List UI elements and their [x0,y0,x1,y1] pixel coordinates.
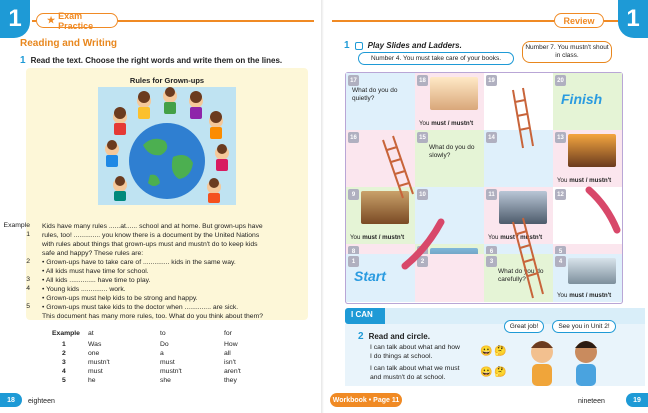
happy-face-icon: 😀 [480,346,493,357]
line-label: 3 [26,276,30,283]
instruction-number: 1 [344,40,350,51]
ican-line: I can talk about what we must [370,365,460,372]
review-header: Review [554,13,604,28]
table-cell: 3 [62,359,66,366]
line-label: Example [3,222,30,229]
unit-tab-right: 1 [618,0,648,38]
table-cell: aren't [224,368,241,375]
finish-label: Finish [561,91,603,107]
ican-title: I CAN [351,310,373,319]
cell-number: 17 [348,75,359,86]
line-label: 4 [26,285,30,292]
text-line: • Young kids .............. work. [42,286,126,293]
instruction [20,55,282,66]
cell-number: 15 [417,132,428,143]
table-cell: mustn't [160,368,182,375]
cell-number: 8 [348,246,359,257]
table-cell: Was [88,341,102,348]
ladder-icon [513,88,533,148]
must-mustnt: must / mustn't [431,120,474,127]
line-label: 1 [26,231,30,238]
text-line: • All kids must have time for school. [42,268,149,275]
you-word: You [488,234,499,241]
header-line [118,20,314,22]
slide-icon [589,190,617,230]
cell-number: 3 [486,256,497,267]
star-icon: ★ [47,15,56,25]
happy-face-icon: 😀 [480,367,493,378]
cell-number: 11 [486,189,497,200]
page-number-left: 18 [0,393,22,407]
cell-number: 18 [417,75,428,86]
section-title: Reading and Writing [20,38,118,49]
table-cell: a [160,350,164,357]
great-job-bubble: Great job! [504,320,544,333]
header-line [332,20,554,22]
right-page [324,0,648,413]
ican-line: I can talk about what and how [370,344,460,351]
ladder-icon [513,218,543,298]
cell-number: 7 [417,246,428,257]
cell-number: 4 [555,256,566,267]
table-cell: mustn't [88,359,110,366]
table-cell: 2 [62,350,66,357]
dice-icon [355,42,363,50]
globe-kids-illustration [98,87,236,205]
ican-instruction-text: Read and circle. [368,332,430,341]
instruction-number: 1 [20,55,26,66]
page-number-right: 19 [626,393,648,407]
text-line: • All kids .............. have time to play. [42,277,151,284]
cell-number: 5 [555,246,566,257]
cell-question: What do you do carefully? [498,268,544,284]
table-cell: he [88,377,96,384]
ladders-slides-overlay [345,72,623,304]
table-cell: for [224,330,232,337]
cell-number: 10 [417,189,428,200]
ican-instruction [358,331,430,342]
cell-number: 9 [348,189,359,200]
table-cell: to [160,330,166,337]
table-cell: they [224,377,237,384]
slide-icon [405,222,441,266]
you-word: You [557,177,568,184]
table-cell: 1 [62,341,66,348]
ican-line: I do things at school. [370,353,433,360]
cell-number: 6 [486,246,497,257]
table-row [48,330,308,340]
table-row [48,377,308,387]
workbook-reference: Workbook • Page 11 [330,393,402,407]
instruction-text: Read the text. Choose the right words and write them on the lines. [30,56,283,65]
ican-number: 2 [358,331,364,342]
table-cell: she [160,377,171,384]
line-label: 2 [26,258,30,265]
you-word: You [419,120,430,127]
must-mustnt: must / mustn't [569,292,612,299]
text-line: rules, too! .............. you know there is a document by the United Nations [42,232,260,239]
table-cell: 4 [62,368,66,375]
cell-question: What do you do quietly? [352,87,398,103]
text-line: Kids have many rules ......at...... school and at home. But grown-ups have [42,223,263,230]
ican-line: and mustn't do at school. [370,374,446,381]
must-mustnt: must / mustn't [500,234,543,241]
exam-practice-label: Exam Practice [58,10,94,31]
cell-number: 2 [417,256,428,267]
table-cell: one [88,350,100,357]
table-cell: Example [52,330,80,337]
table-cell: How [224,341,238,348]
see-you-bubble: See you in Unit 2! [552,320,616,333]
cell-number: 20 [555,75,566,86]
table-cell: isn't [224,359,236,366]
cell-number: 14 [486,132,497,143]
cell-number: 16 [348,132,359,143]
text-line: • Grown-ups must take kids to the doctor when .............. are sick. [42,304,239,311]
table-cell: must [160,359,175,366]
line-label: 5 [26,303,30,310]
text-line: • Grown-ups must help kids to be strong and happy. [42,295,198,302]
thinking-face-icon: 🤔 [494,346,507,357]
play-instruction [344,40,462,51]
you-word: You [350,234,361,241]
table-cell: all [224,350,231,357]
ladder-icon [383,136,413,198]
cell-number: 12 [555,189,566,200]
text-line: with rules about things that grown-ups must and mustn't do to keep kids [42,241,258,248]
thinking-face-icon: 🤔 [494,367,507,378]
cell-number: 19 [486,75,497,86]
table-cell: 5 [62,377,66,384]
cell-number: 13 [555,132,566,143]
unit-tab-left: 1 [0,0,30,38]
table-cell: Do [160,341,169,348]
speech-bubble-number-4: Number 4. You must take care of your books. [358,52,514,65]
exam-practice-header [36,10,118,31]
start-label: Start [354,268,386,284]
you-word: You [557,292,568,299]
must-mustnt: must / mustn't [362,234,405,241]
table-cell: at [88,330,94,337]
reading-title: Rules for Grown-ups [129,76,205,85]
page-word-left: eighteen [28,398,55,405]
cell-question: What do you do slowly? [429,144,475,160]
text-line: safe and happy? These rules are: [42,250,144,257]
cell-number: 1 [348,256,359,267]
must-mustnt: must / mustn't [569,177,612,184]
text-line: This document has many more rules, too. What do you think about them? [42,313,264,320]
page-word-right: nineteen [578,398,605,405]
speech-bubble-number-7: Number 7. You mustn't shout in class. [522,41,612,63]
text-line: • Grown-ups have to take care of .............. kids in the same way. [42,259,236,266]
table-cell: must [88,368,103,375]
instruction-text: Play Slides and Ladders. [367,41,462,50]
header-line [604,20,618,22]
kids-illustration [520,336,616,388]
